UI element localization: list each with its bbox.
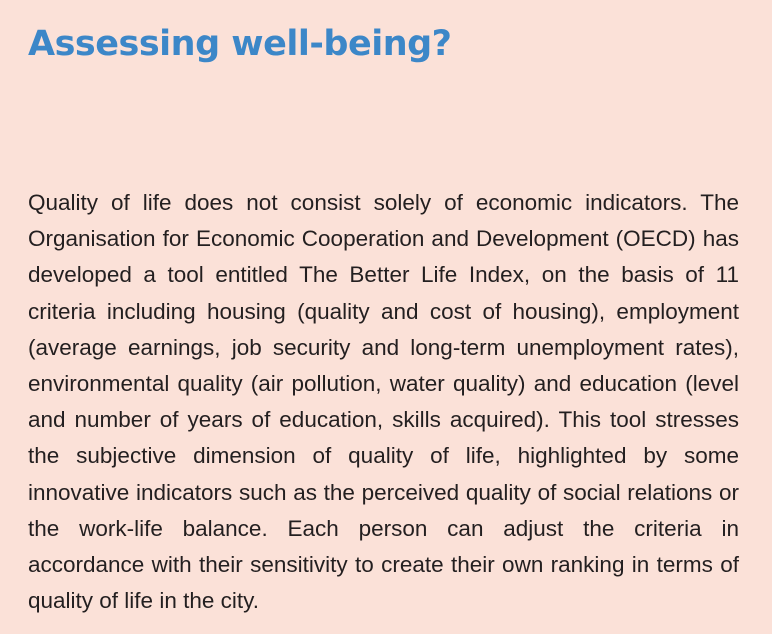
- box-body-text: Quality of life does not consist solely of economic indicators. The Organisation for Economic Cooperation and Development (OECD) has developed a tool entitled The Better Life Index, on the basis of 11 criteria including housing (quality and cost of housing), employment (average earnings, job security and long-term unemployment rates), environmental quality (air pollution, water quality) and education (level and number of years of education, skills acquired). This tool stresses the subjective dimension of quality of life, highlighted by some innovative indicators such as the perceived quality of social relations or the work-life balance. Each person can adjust the criteria in accordance with their sensitivity to create their own ranking in terms of quality of life in the city.: [28, 190, 739, 614]
- box-title: Assessing well-being?: [28, 24, 452, 64]
